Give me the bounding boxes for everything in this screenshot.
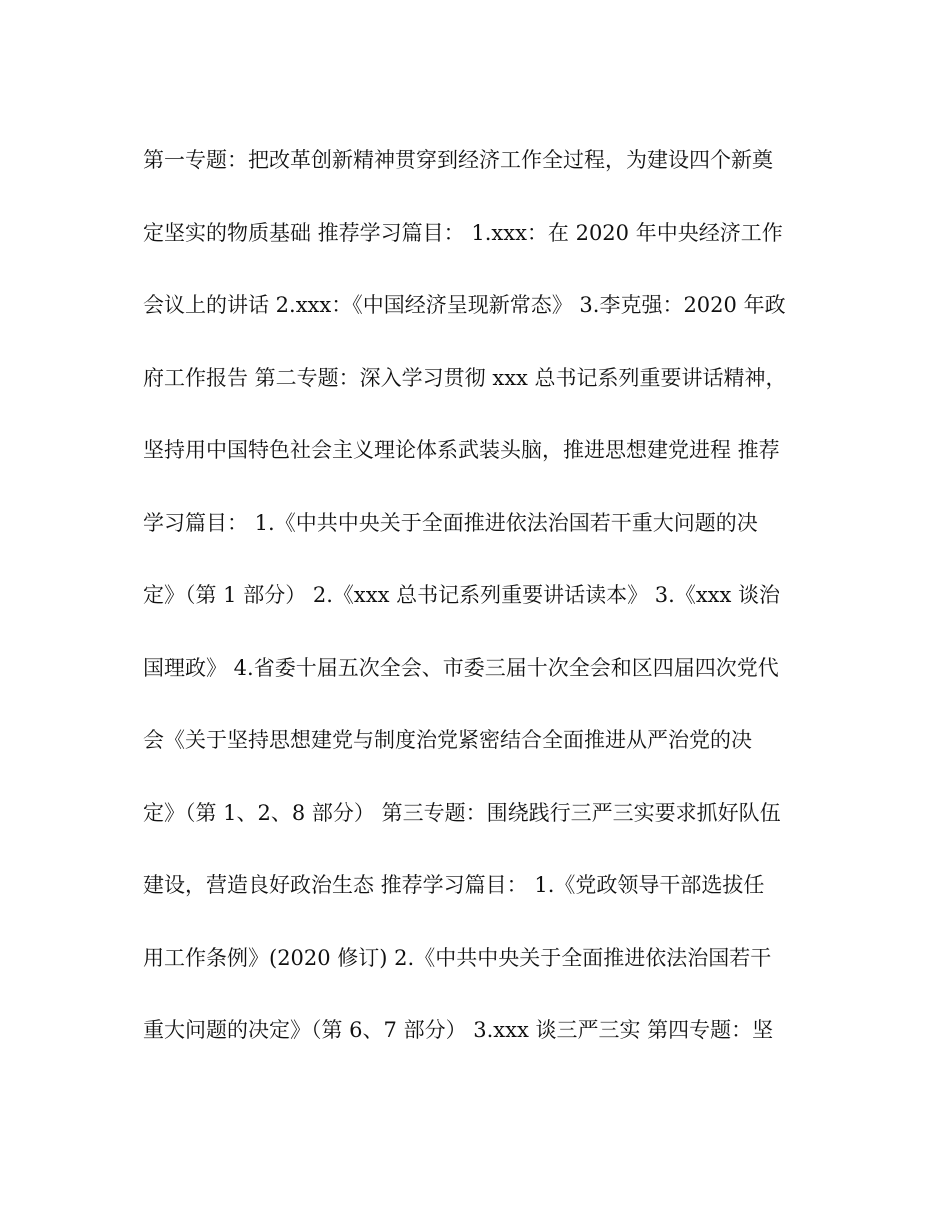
text-line: 用工作条例》(2020 修订) 2.《中共中央关于全面推进依法治国若干 (143, 945, 772, 970)
text-line: 国理政》 4.省委十届五次全会、市委三届十次全会和区四届四次党代 (143, 655, 779, 680)
text-line: 府工作报告 第二专题：深入学习贯彻 xxx 总书记系列重要讲话精神， (143, 365, 787, 390)
text-line: 会议上的讲话 2.xxx：《中国经济呈现新常态》 3.李克强：2020 年政 (143, 293, 786, 317)
text-line: 第一专题：把改革创新精神贯穿到经济工作全过程，为建设四个新奠 (143, 148, 773, 172)
text-line: 定》（第 1 部分） 2.《xxx 总书记系列重要讲话读本》 3.《xxx 谈治 (143, 583, 781, 607)
text-line: 学习篇目： 1.《中共中央关于全面推进依法治国若干重大问题的决 (143, 510, 758, 535)
body-text (143, 138, 823, 1081)
text-line: 定坚实的物质基础 推荐学习篇目： 1.xxx：在 2020 年中央经济工作 (143, 220, 783, 245)
text-line: 会《关于坚持思想建党与制度治党紧密结合全面推进从严治党的决 (143, 728, 752, 752)
text-line: 重大问题的决定》（第 6、7 部分） 3.xxx 谈三严三实 第四专题：坚 (143, 1018, 774, 1042)
text-line: 定》（第 1、2、8 部分） 第三专题：围绕践行三严三实要求抓好队伍 (143, 800, 781, 825)
text-line: 建设，营造良好政治生态 推荐学习篇目： 1.《党政领导干部选拔任 (143, 873, 765, 897)
text-line: 坚持用中国特色社会主义理论体系武装头脑，推进思想建党进程 推荐 (143, 438, 780, 462)
